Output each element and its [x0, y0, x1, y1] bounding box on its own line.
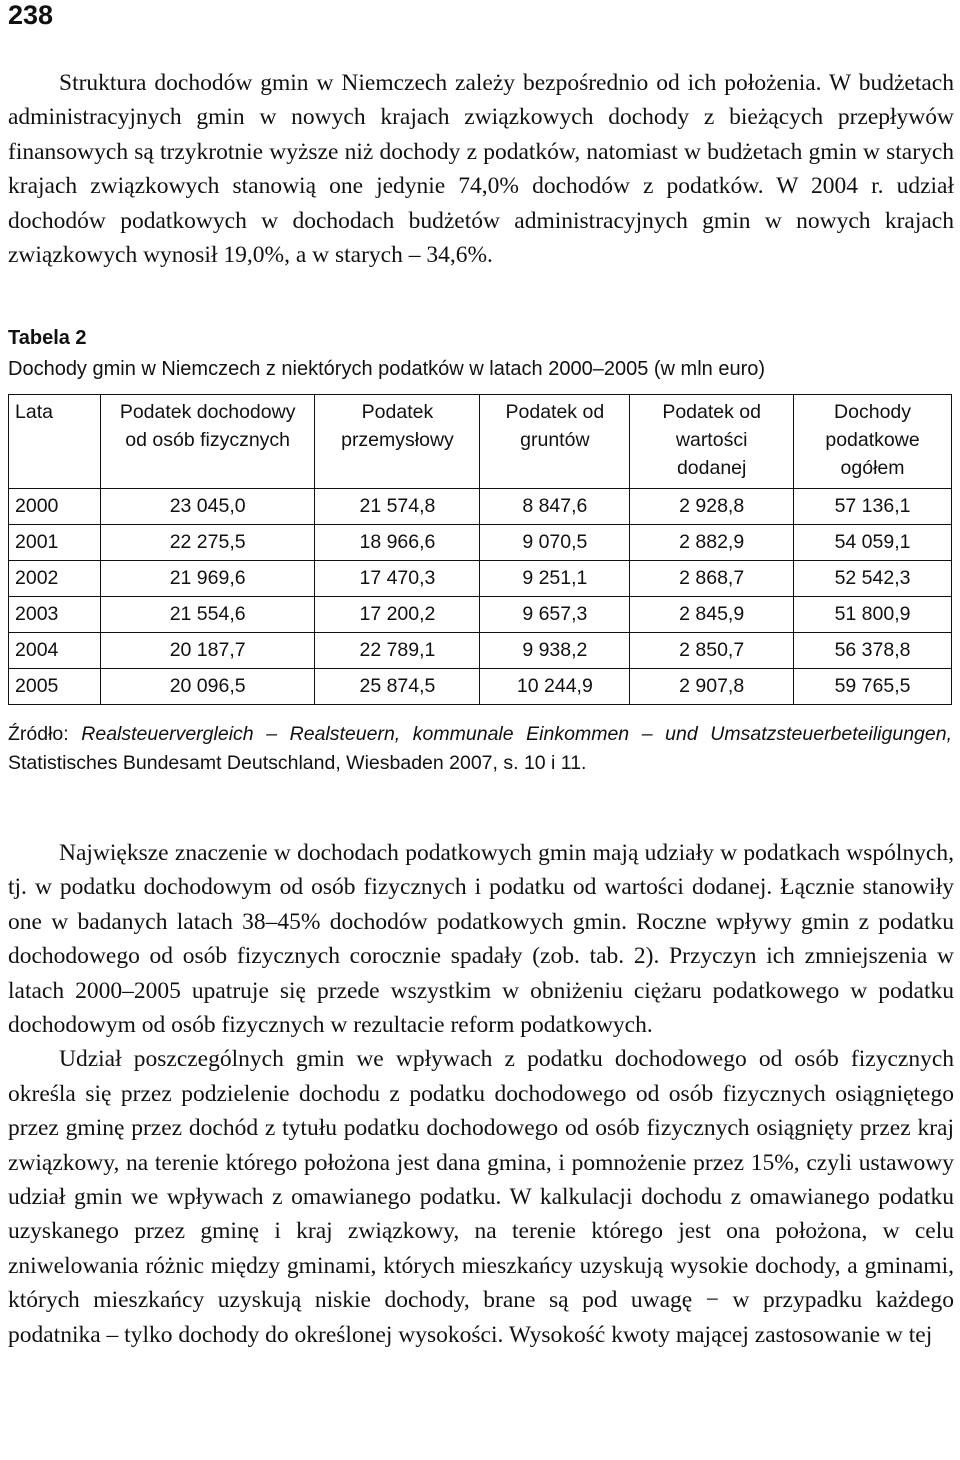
table-cell-value: 9 251,1 — [480, 561, 630, 597]
table-row — [9, 597, 952, 633]
table-row — [9, 633, 952, 669]
table-cell-value: 2 882,9 — [630, 525, 794, 561]
table-cell-value: 17 200,2 — [315, 597, 480, 633]
paragraph-intro: Struktura dochodów gmin w Niemczech zależy bezpośrednio od ich położenia. W budżetach administracyjnych gmin w nowych krajach związkowych dochody z bieżących przepływów finansowych są trzykrotnie wyższe niż dochody z podatków, natomiast w budżetach gmin w starych krajach związkowych stanowią one jedynie 74,0% dochodów z podatków. W 2004 r. udział dochodów podatkowych w dochodach budżetów administracyjnych gmin w nowych krajach związkowych wynosił 19,0%, a w starych – 34,6%. — [8, 70, 954, 269]
table-cell-year: 2004 — [9, 633, 101, 669]
table-cell-value: 9 657,3 — [480, 597, 630, 633]
table-caption: Dochody gmin w Niemczech z niektórych podatków w latach 2000–2005 (w mln euro) — [8, 358, 766, 380]
table-cell-value: 17 470,3 — [315, 561, 480, 597]
table-cell-value: 18 966,6 — [315, 525, 480, 561]
table-cell-value: 22 789,1 — [315, 633, 480, 669]
header-land-tax: Podatek od gruntów — [480, 395, 630, 489]
source-note — [8, 720, 952, 778]
table-cell-value: 54 059,1 — [794, 525, 952, 561]
table-cell-value: 8 847,6 — [480, 489, 630, 525]
table-label: Tabela 2 — [8, 327, 87, 349]
table-cell-year: 2005 — [9, 669, 101, 705]
table-cell-value: 56 378,8 — [794, 633, 952, 669]
tax-revenue-table — [8, 394, 952, 705]
table-cell-value: 2 845,9 — [630, 597, 794, 633]
paragraph-shared-taxes: Największe znaczenie w dochodach podatkowych gmin mają udziały w podatkach wspólnych, tj. w podatku dochodowym od osób fizycznych i podatku od wartości dodanej. Łącznie stanowiły one w badanych latach 38–45% dochodów podatkowych gmin. Roczne wpływy gmin z podatku dochodowego od osób fizycznych corocznie spadały (zob. tab. 2). Przyczyn ich zmniejszenia w latach 2000–2005 upatruje się przede wszystkim w obniżeniu ciężaru podatkowego w podatku dochodowym od osób fizycznych w rezultacie reform podatkowych. — [8, 840, 954, 1039]
table-cell-value: 21 969,6 — [100, 561, 315, 597]
table-cell-value: 23 045,0 — [100, 489, 315, 525]
table-cell-value: 59 765,5 — [794, 669, 952, 705]
body-text — [8, 836, 954, 1352]
table-cell-value: 21 554,6 — [100, 597, 315, 633]
table-cell-value: 2 868,7 — [630, 561, 794, 597]
table-cell-value: 52 542,3 — [794, 561, 952, 597]
table-cell-year: 2001 — [9, 525, 101, 561]
table-cell-value: 25 874,5 — [315, 669, 480, 705]
table-cell-value: 9 070,5 — [480, 525, 630, 561]
table-cell-year: 2000 — [9, 489, 101, 525]
table-cell-value: 9 938,2 — [480, 633, 630, 669]
page-number: 238 — [8, 0, 54, 30]
source-label: Źródło: — [8, 723, 82, 745]
table-cell-value: 2 907,8 — [630, 669, 794, 705]
header-income-tax: Podatek dochodowy od osób fizycznych — [100, 395, 315, 489]
table-row — [9, 489, 952, 525]
table-row — [9, 561, 952, 597]
table-header-row — [9, 395, 952, 489]
source-title: Realsteuervergleich – Realsteuern, kommunale Einkommen – und Umsatzsteuerbeteiligungen, — [81, 723, 952, 745]
source-publisher: Statistisches Bundesamt Deutschland, Wiesbaden 2007, s. 10 i 11. — [8, 752, 587, 774]
table-cell-value: 2 850,7 — [630, 633, 794, 669]
table-cell-value: 21 574,8 — [315, 489, 480, 525]
table-cell-value: 20 187,7 — [100, 633, 315, 669]
table-cell-value: 10 244,9 — [480, 669, 630, 705]
header-trade-tax: Podatek przemysłowy — [315, 395, 480, 489]
table-cell-value: 57 136,1 — [794, 489, 952, 525]
table-row — [9, 525, 952, 561]
table-row — [9, 669, 952, 705]
table-cell-year: 2003 — [9, 597, 101, 633]
table-cell-value: 2 928,8 — [630, 489, 794, 525]
header-total: Dochody podatkowe ogółem — [794, 395, 952, 489]
table-cell-year: 2002 — [9, 561, 101, 597]
paragraph-income-tax-share: Udział poszczególnych gmin we wpływach z podatku dochodowego od osób fizycznych określa się przez podzielenie dochodu z podatku dochodowego od osób fizycznych osiągniętego przez gminę przez dochód z tytułu podatku dochodowego od osób fizycznych osiągnięty przez kraj związkowy, na terenie którego położona jest dana gmina, i pomnożenie przez 15%, czyli ustawowy udział gmin we wpływach z omawianego podatku. W kalkulacji dochodu z omawianego podatku uzyskanego przez gminę i kraj związkowy, na terenie którego jest ona położona, w celu zniwelowania różnic między gminami, których mieszkańcy uzyskują wysokie dochody, a gminami, których mieszkańcy uzyskują niskie dochody, brane są pod uwagę − w przypadku każdego podatnika – tylko dochody do określonej wysokości. Wysokość kwoty mającej zastosowanie w tej — [8, 1046, 954, 1348]
header-years: Lata — [9, 395, 101, 489]
header-vat: Podatek od wartości dodanej — [630, 395, 794, 489]
table-body — [9, 489, 952, 705]
table-cell-value: 22 275,5 — [100, 525, 315, 561]
table-cell-value: 20 096,5 — [100, 669, 315, 705]
table-cell-value: 51 800,9 — [794, 597, 952, 633]
